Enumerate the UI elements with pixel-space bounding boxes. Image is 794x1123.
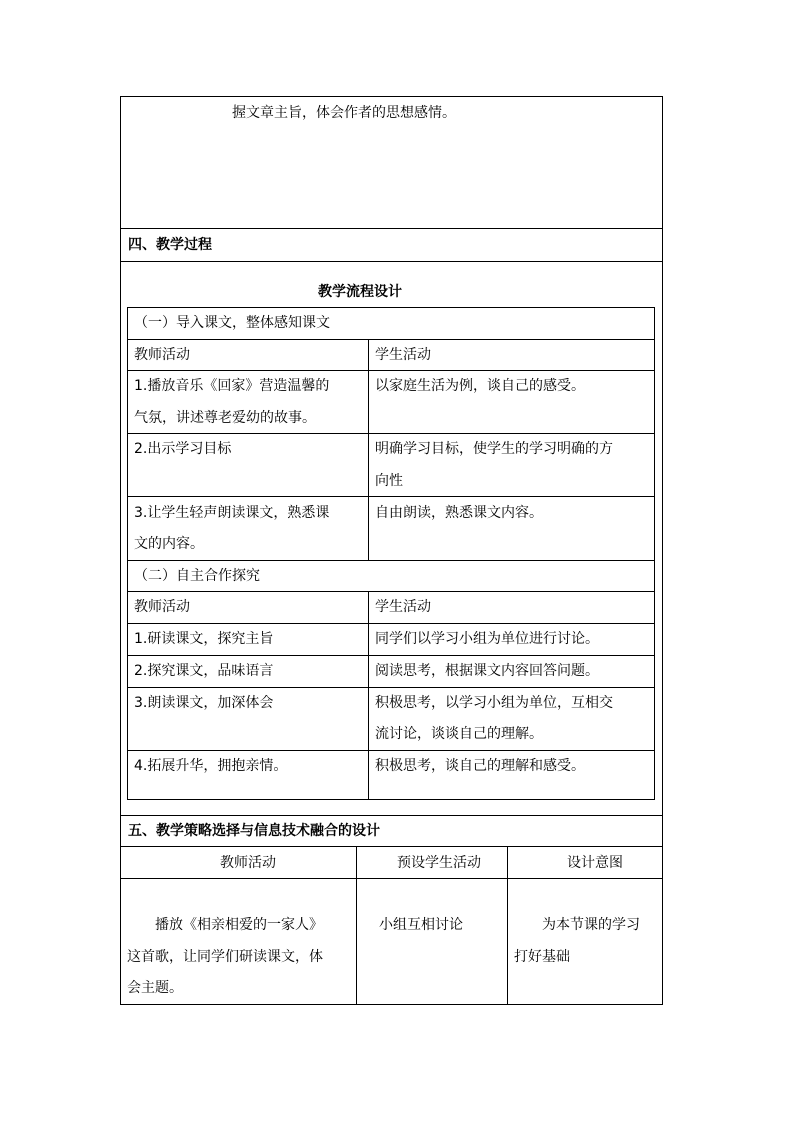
- teacher-cell: 4.拓展升华，拥抱亲情。: [134, 758, 288, 774]
- section5-heading: 五、教学策略选择与信息技术融合的设计: [128, 823, 380, 839]
- section4-heading: 四、教学过程: [128, 237, 212, 253]
- intent-cell: 为本节课的学习: [514, 917, 640, 933]
- part2-title: （二）自主合作探究: [134, 568, 260, 584]
- student-cell: 向性: [375, 473, 403, 489]
- teacher-cell: 文的内容。: [134, 536, 204, 552]
- divider: [120, 878, 663, 879]
- part1-title: （一）导入课文，整体感知课文: [134, 315, 330, 331]
- student-cell: 明确学习目标，使学生的学习明确的方: [375, 441, 613, 457]
- student-cell: 阅读思考，根据课文内容回答问题。: [375, 663, 599, 679]
- teacher-cell: 1.播放音乐《回家》营造温馨的: [134, 378, 330, 394]
- teacher-cell: 3.让学生轻声朗读课文，熟悉课: [134, 505, 330, 521]
- teacher-cell: 这首歌，让同学们研读课文，体: [127, 949, 323, 965]
- teacher-cell: 3.朗读课文，加深体会: [134, 695, 274, 711]
- teacher-cell: 2.出示学习目标: [134, 441, 232, 457]
- divider: [120, 261, 663, 262]
- flow-title: 教学流程设计: [318, 284, 402, 300]
- student-cell: 小组互相讨论: [379, 917, 463, 933]
- part1-col-student: 学生活动: [375, 347, 431, 363]
- teacher-cell: 2.探究课文，品味语言: [134, 663, 274, 679]
- student-cell: 以家庭生活为例，谈自己的感受。: [375, 378, 585, 394]
- part1-col-teacher: 教师活动: [134, 347, 190, 363]
- part2-col-teacher: 教师活动: [134, 599, 190, 615]
- section5-col-student: 预设学生活动: [397, 855, 481, 871]
- student-cell: 积极思考，谈自己的理解和感受。: [375, 758, 585, 774]
- student-cell: 自由朗读，熟悉课文内容。: [375, 505, 543, 521]
- section5-col-teacher: 教师活动: [220, 855, 276, 871]
- teacher-cell: 播放《相亲相爱的一家人》: [127, 917, 323, 933]
- student-cell: 积极思考，以学习小组为单位，互相交: [375, 695, 613, 711]
- teacher-cell: 会主题。: [127, 980, 183, 996]
- student-cell: 流讨论，谈谈自己的理解。: [375, 726, 543, 742]
- column-divider: [368, 339, 369, 560]
- teacher-cell: 1.研读课文，探究主旨: [134, 631, 274, 647]
- part2-col-student: 学生活动: [375, 599, 431, 615]
- teacher-cell: 气氛，讲述尊老爱幼的故事。: [134, 410, 316, 426]
- column-divider: [356, 846, 357, 1004]
- column-divider: [507, 846, 508, 1004]
- student-cell: 同学们以学习小组为单位进行讨论。: [375, 631, 599, 647]
- column-divider: [368, 591, 369, 800]
- section5-col-intent: 设计意图: [567, 855, 623, 871]
- intent-cell: 打好基础: [514, 949, 570, 965]
- intro-text: 握文章主旨，体会作者的思想感情。: [232, 105, 456, 121]
